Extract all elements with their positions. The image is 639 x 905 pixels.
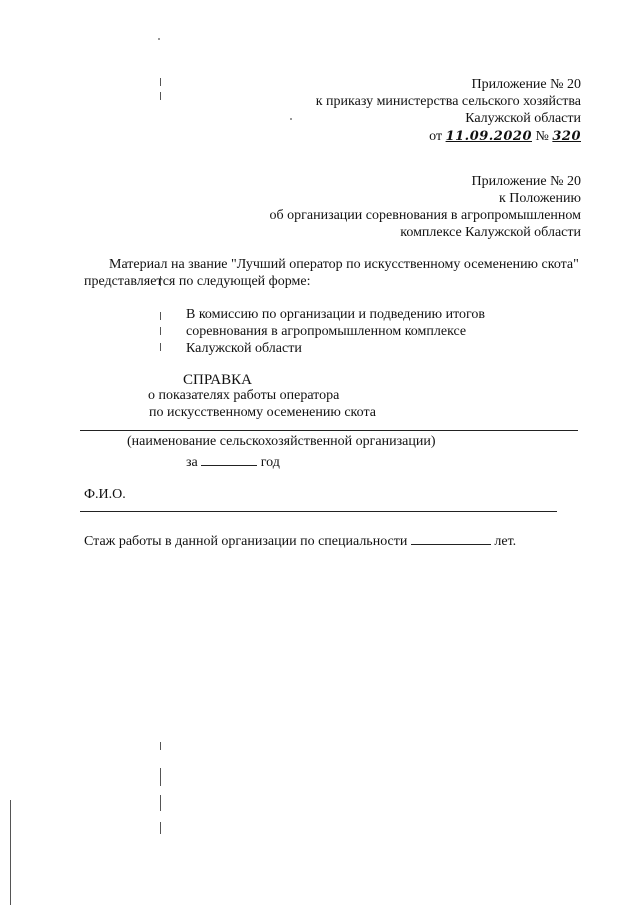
scan-mark bbox=[160, 343, 161, 351]
order-number-sign: № bbox=[535, 129, 549, 144]
organization-name-caption: (наименование сельскохозяйственной организации) bbox=[127, 434, 436, 449]
addressee-line3: Калужской области bbox=[186, 341, 302, 356]
experience-blank[interactable] bbox=[411, 532, 491, 545]
scan-mark bbox=[160, 312, 161, 320]
order-appendix-number: Приложение № 20 bbox=[471, 77, 581, 92]
year-suffix: год bbox=[260, 455, 280, 470]
regulation-appendix-number: Приложение № 20 bbox=[471, 174, 581, 189]
year-blank[interactable] bbox=[201, 453, 257, 466]
regulation-reference: к Положению bbox=[498, 191, 581, 206]
scan-mark bbox=[160, 768, 161, 786]
order-reference: к приказу министерства сельского хозяйства bbox=[315, 94, 581, 109]
scan-speck bbox=[290, 118, 292, 120]
scan-mark bbox=[160, 742, 161, 750]
order-number-handwritten: 320 bbox=[552, 129, 581, 144]
year-prefix: за bbox=[186, 455, 198, 470]
experience-field bbox=[84, 532, 516, 550]
scan-edge bbox=[10, 800, 11, 905]
scan-mark bbox=[160, 92, 161, 100]
scan-mark bbox=[160, 822, 161, 834]
order-date-number bbox=[429, 129, 581, 145]
organization-name-line[interactable] bbox=[80, 430, 578, 431]
order-from-label: от bbox=[429, 129, 443, 144]
scan-mark bbox=[160, 327, 161, 335]
experience-prefix: Стаж работы в данной организации по специальности bbox=[84, 534, 408, 549]
certificate-subtitle-line2: по искусственному осеменению скота bbox=[149, 405, 376, 420]
scan-mark bbox=[160, 78, 161, 86]
order-date-handwritten: 11.09.2020 bbox=[445, 129, 532, 144]
fio-line[interactable] bbox=[80, 511, 557, 512]
experience-suffix: лет. bbox=[494, 534, 517, 549]
intro-line2: представляется по следующей форме: bbox=[84, 274, 311, 289]
addressee-line1: В комиссию по организации и подведению итогов bbox=[186, 307, 486, 322]
certificate-subtitle-line1: о показателях работы оператора bbox=[148, 388, 340, 403]
intro-line1: Материал на звание "Лучший оператор по искусственному осеменению скота" bbox=[109, 257, 579, 272]
addressee-line2: соревнования в агропромышленном комплексе bbox=[186, 324, 467, 339]
regulation-title-line2: комплексе Калужской области bbox=[400, 225, 581, 240]
regulation-title-line1: об организации соревнования в агропромышленном bbox=[269, 208, 581, 223]
fio-label: Ф.И.О. bbox=[84, 487, 126, 502]
scan-mark bbox=[160, 795, 161, 811]
year-field bbox=[186, 453, 280, 471]
order-region: Калужской области bbox=[465, 111, 581, 126]
scan-speck bbox=[158, 38, 160, 40]
certificate-title: СПРАВКА bbox=[183, 372, 252, 388]
